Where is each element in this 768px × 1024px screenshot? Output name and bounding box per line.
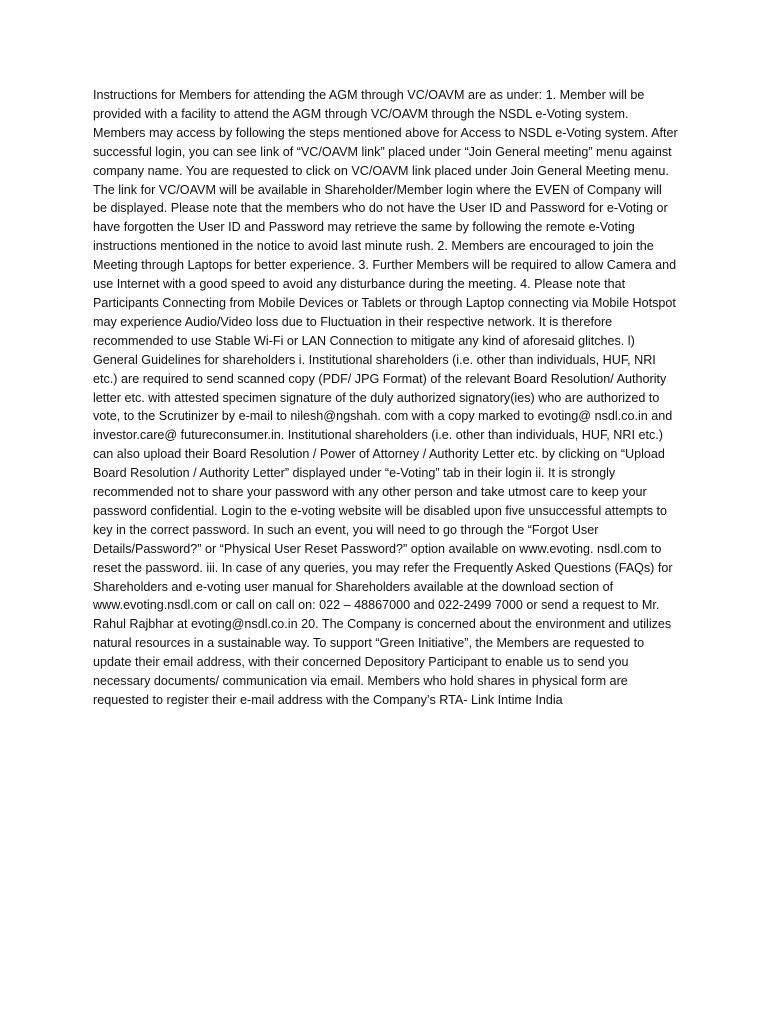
- document-body-text: Instructions for Members for attending the AGM through VC/OAVM are as under: 1. Member will be provided with a facility to attend the AGM through VC/OAVM through the NSDL e-Voting system. Members may access by following the steps mentioned above for Access to NSDL e-Voting system. After successful login, you can see link of “VC/OAVM link” placed under “Join General meeting” menu against company name. You are requested to click on VC/OAVM link placed under Join General Meeting menu. The link for VC/OAVM will be available in Shareholder/Member login where the EVEN of Company will be displayed. Please note that the members who do not have the User ID and Password for e-Voting or have forgotten the User ID and Password may retrieve the same by following the remote e-Voting instructions mentioned in the notice to avoid last minute rush. 2. Members are encouraged to join the Meeting through Laptops for better experience. 3. Further Members will be required to allow Camera and use Internet with a good speed to avoid any disturbance during the meeting. 4. Please note that Participants Connecting from Mobile Devices or Tablets or through Laptop connecting via Mobile Hotspot may experience Audio/Video loss due to Fluctuation in their respective network. It is therefore recommended to use Stable Wi-Fi or LAN Connection to mitigate any kind of aforesaid glitches. l) General Guidelines for shareholders i. Institutional shareholders (i.e. other than individuals, HUF, NRI etc.) are required to send scanned copy (PDF/ JPG Format) of the relevant Board Resolution/ Authority letter etc. with attested specimen signature of the duly authorized signatory(ies) who are authorized to vote, to the Scrutinizer by e-mail to nilesh@ngshah. com with a copy marked to evoting@ nsdl.co.in and investor.care@ futureconsumer.in. Institutional shareholders (i.e. other than individuals, HUF, NRI etc.) can also upload their Board Resolution / Power of Attorney / Authority Letter etc. by clicking on “Upload Board Resolution / Authority Letter” displayed under “e-Voting” tab in their login ii. It is strongly recommended not to share your password with any other person and take utmost care to keep your password confidential. Login to the e-voting website will be disabled upon five unsuccessful attempts to key in the correct password. In such an event, you will need to go through the “Forgot User Details/Password?” or “Physical User Reset Password?” option available on www.evoting. nsdl.com to reset the password. iii. In case of any queries, you may refer the Frequently Asked Questions (FAQs) for Shareholders and e-voting user manual for Shareholders available at the download section of www.evoting.nsdl.com or call on call on: 022 – 48867000 and 022-2499 7000 or send a request to Mr. Rahul Rajbhar at evoting@nsdl.co.in 20. The Company is concerned about the environment and utilizes natural resources in a sustainable way. To support “Green Initiative”, the Members are requested to update their email address, with their concerned Depository Participant to enable us to send you necessary documents/ communication via email. Members who hold shares in physical form are requested to register their e-mail address with the Company’s RTA- Link Intime India: [93, 88, 678, 707]
